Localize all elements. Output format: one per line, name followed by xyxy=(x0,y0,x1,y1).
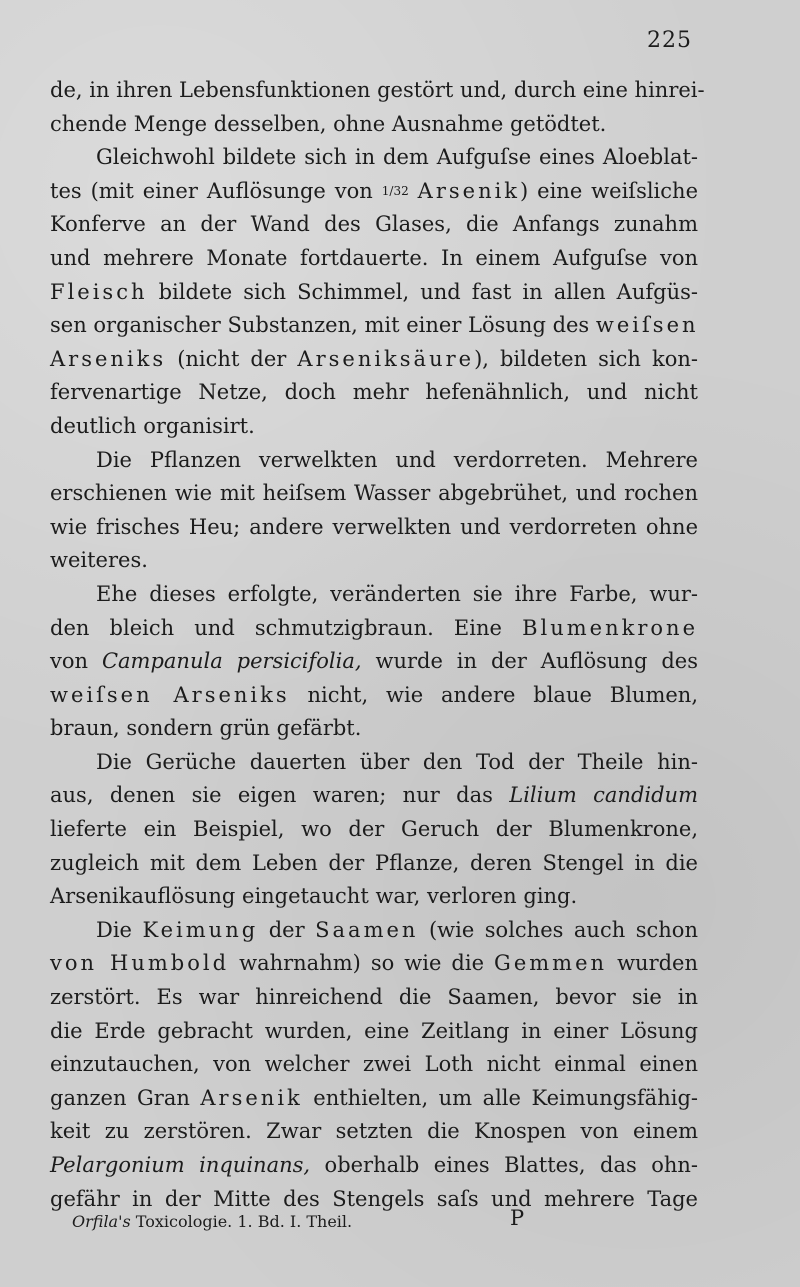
text-line: erschienen wie mit heiſsem Wasser abgebrühet, und rochen xyxy=(50,481,698,506)
text-line: Gleichwohl bildete sich in dem Aufguſse eines Aloeblat- xyxy=(96,145,698,170)
page-number: 225 xyxy=(647,28,692,53)
text-line: Ehe dieses erfolgte, veränderten sie ihre Farbe, wur- xyxy=(96,581,698,606)
text-line: einzutauchen, von welcher zwei Loth nicht einmal einen xyxy=(50,1052,698,1077)
text-line: chende Menge desselben, ohne Ausnahme getödtet. xyxy=(50,111,607,136)
text-line: deutlich organisirt. xyxy=(50,413,255,438)
text-line: Die Gerüche dauerten über den Tod der Theile hin- xyxy=(96,749,698,774)
text-line: weiſsen Arseniks nicht, wie andere blaue Blumen, xyxy=(50,682,698,707)
text-line: von Campanula persicifolia, wurde in der Auflösung des xyxy=(50,649,698,674)
text-line: weiteres. xyxy=(50,548,148,573)
text-line: Die Keimung der Saamen (wie solches auch schon xyxy=(96,917,698,942)
text-line: aus, denen sie eigen waren; nur das Lilium candidum xyxy=(50,783,698,808)
fraction: 1/32 xyxy=(381,183,409,198)
text-line: Die Pflanzen verwelkten und verdorreten. Mehrere xyxy=(96,447,698,472)
text-line: Fleisch bildete sich Schimmel, und fast in allen Aufgüs- xyxy=(50,279,698,304)
page-footer xyxy=(72,1206,672,1232)
text-line: wie frisches Heu; andere verwelkten und verdorreten ohne xyxy=(50,514,698,539)
text-line: und mehrere Monate fortdauerte. In einem Aufguſse von xyxy=(50,245,698,270)
text-line: keit zu zerstören. Zwar setzten die Knospen von einem xyxy=(50,1119,698,1144)
text-line: den bleich und schmutzigbraun. Eine Blumenkrone xyxy=(50,615,698,640)
body-text xyxy=(50,74,705,1216)
text-line: lieferte ein Beispiel, wo der Geruch der Blumenkrone, xyxy=(50,817,698,842)
text-line: Arsenikauflösung eingetaucht war, verloren ging. xyxy=(50,884,578,909)
text-line: gefähr in der Mitte des Stengels saſs und mehrere Tage xyxy=(50,1186,698,1211)
text-line: zugleich mit dem Leben der Pflanze, deren Stengel in die xyxy=(50,850,698,875)
text-line: Pelargonium inquinans, oberhalb eines Blattes, das ohn- xyxy=(50,1153,698,1177)
text-line: zerstört. Es war hinreichend die Saamen, bevor sie in xyxy=(50,985,698,1010)
signature-mark: P xyxy=(510,1206,525,1230)
footer-title: Toxicologie. 1. Bd. I. Theil. xyxy=(135,1212,353,1231)
text-line: sen organischer Substanzen, mit einer Lösung des weiſsen xyxy=(50,313,699,338)
text-line: de, in ihren Lebensfunktionen gestört und, durch eine hinrei- xyxy=(50,78,705,102)
text-line: ganzen Gran Arsenik enthielten, um alle Keimungsfähig- xyxy=(50,1085,698,1110)
text-line: fervenartige Netze, doch mehr hefenähnlich, und nicht xyxy=(50,380,698,405)
text-line: braun, sondern grün gefärbt. xyxy=(50,716,362,741)
text-line: Arseniks (nicht der Arseniksäure), bildeten sich kon- xyxy=(50,346,698,371)
text-line: tes (mit einer Auflösunge von 1/32 Arsenik) eine weiſsliche xyxy=(50,178,698,203)
text-line: die Erde gebracht wurden, eine Zeitlang in einer Lösung xyxy=(50,1018,698,1043)
text-line: Konferve an der Wand des Glases, die Anfangs zunahm xyxy=(50,212,698,237)
footer-author: Orfila's xyxy=(72,1212,131,1231)
text-line: von Humbold wahrnahm) so wie die Gemmen wurden xyxy=(50,951,698,976)
